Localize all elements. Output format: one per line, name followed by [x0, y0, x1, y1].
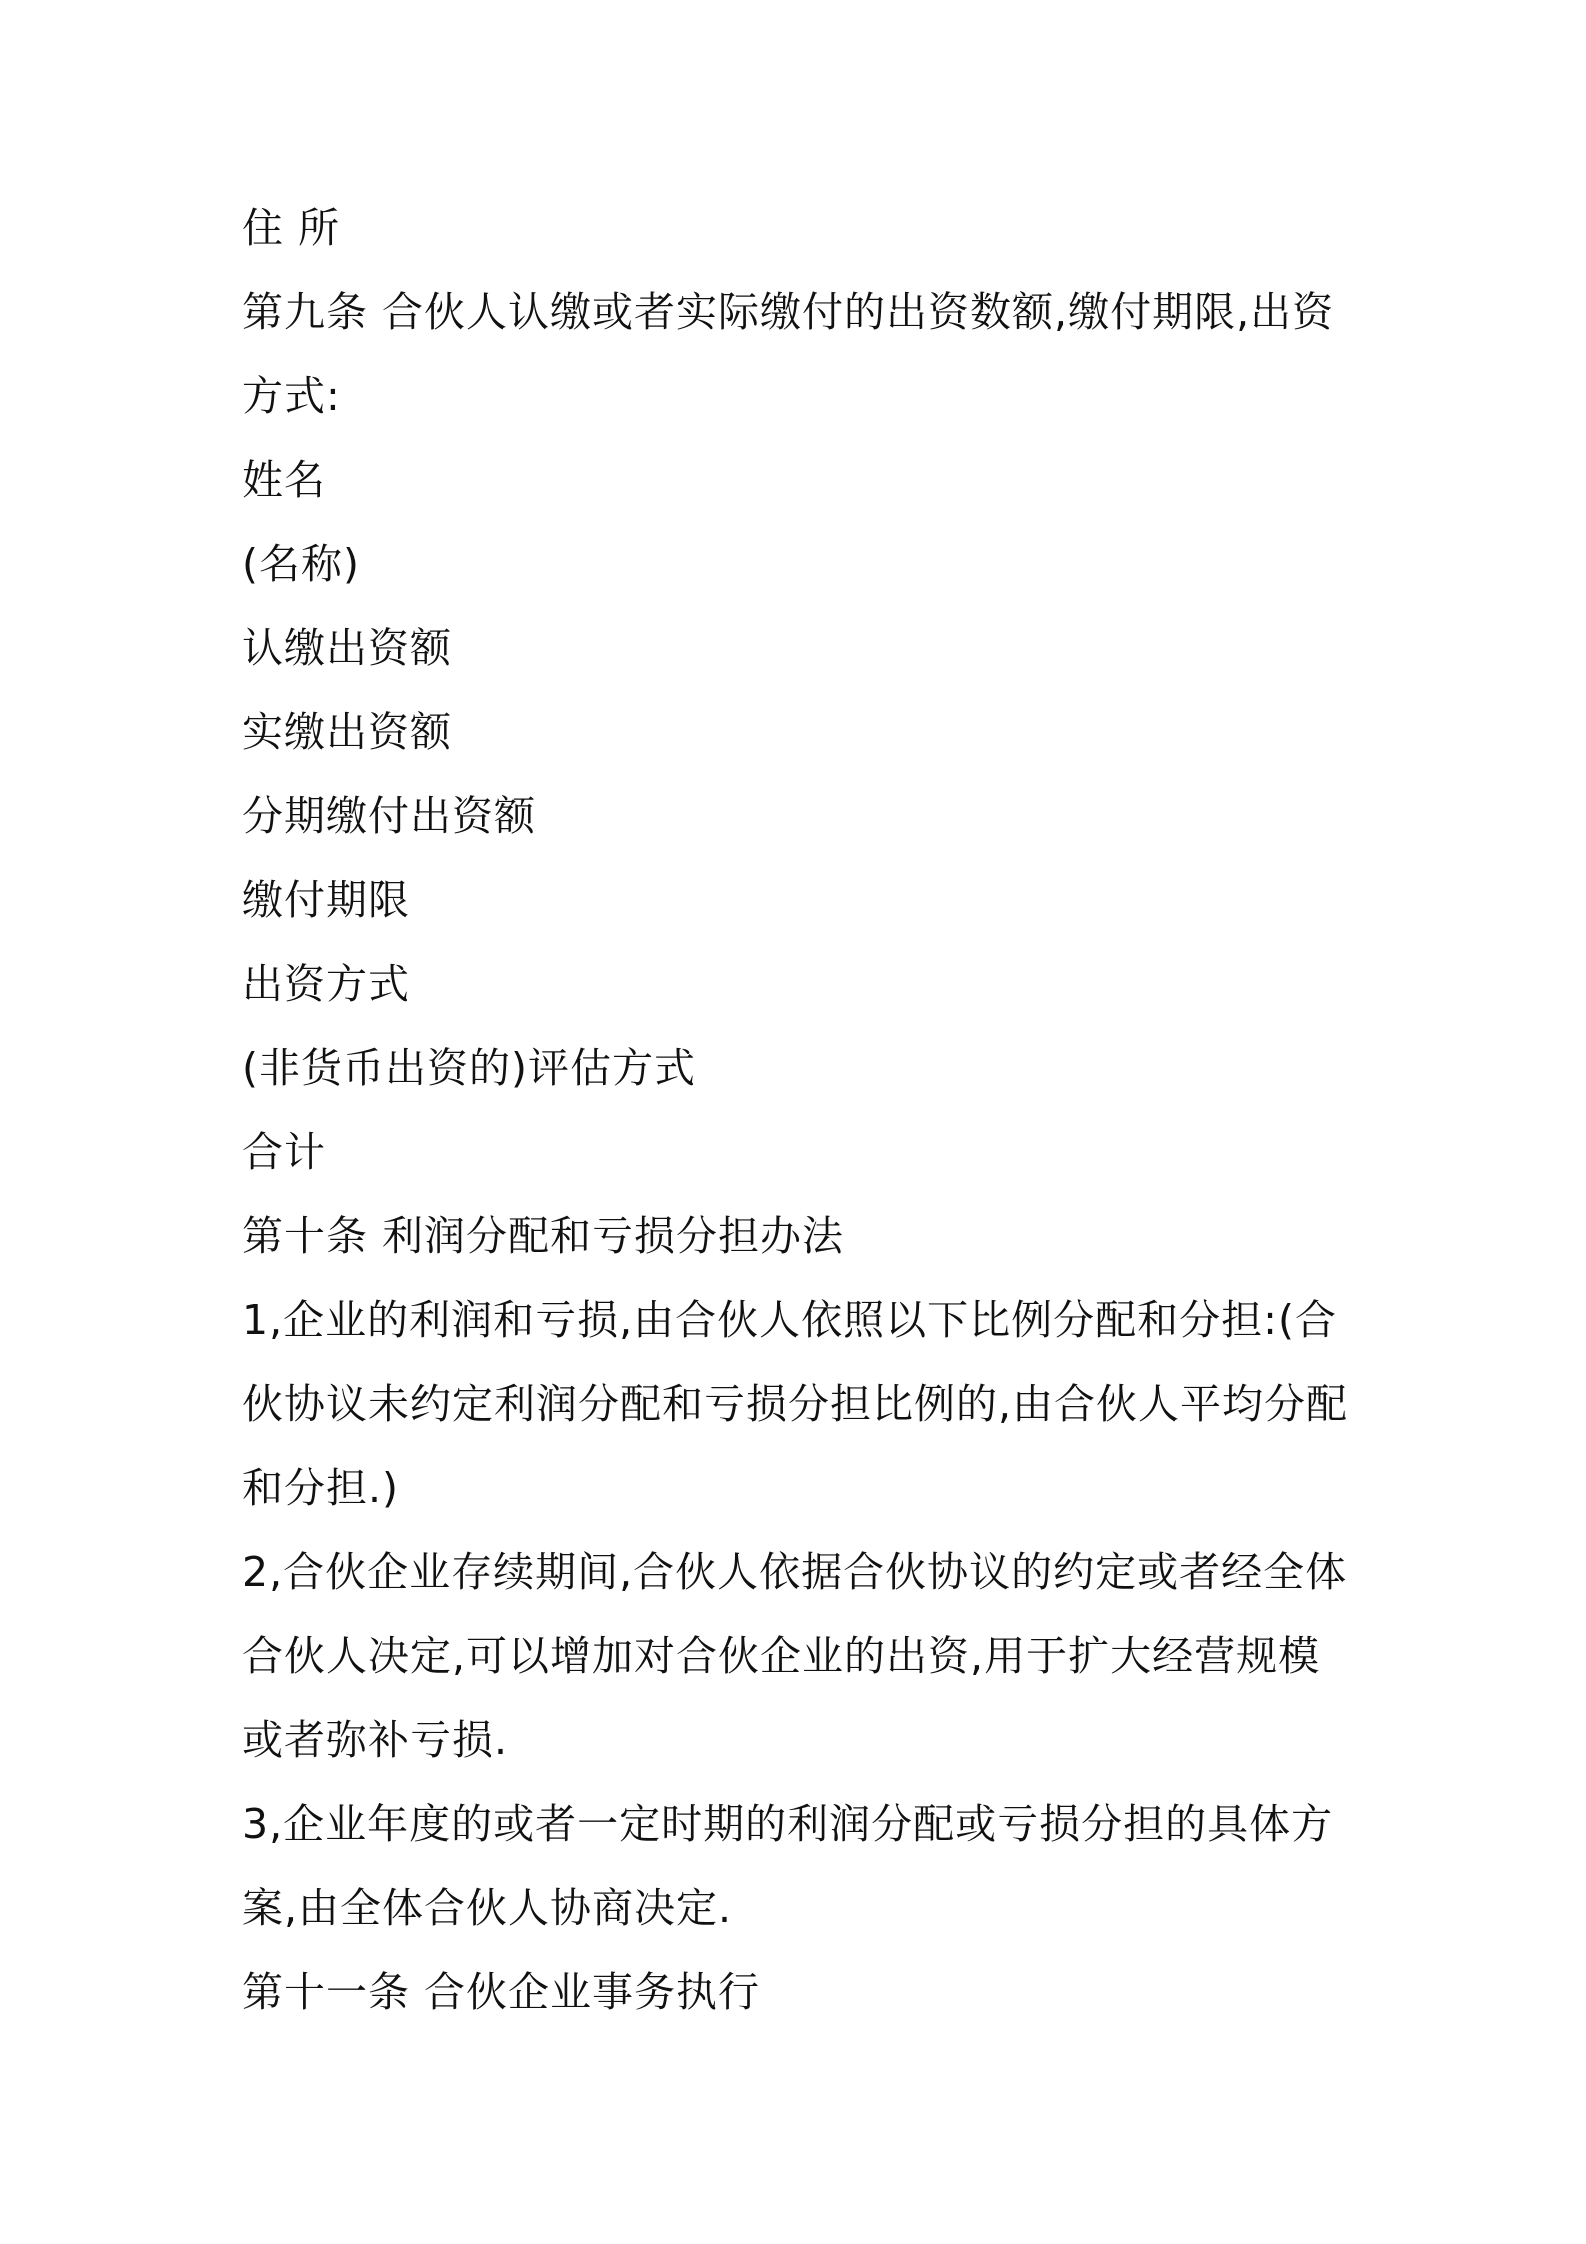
article-10-clause-3: 3,企业年度的或者一定时期的利润分配或亏损分担的具体方案,由全体合伙人协商决定. [242, 1800, 1334, 1932]
document-body [242, 186, 1362, 2034]
article-11-heading: 第十一条 合伙企业事务执行 [242, 1968, 761, 2016]
payment-deadline-label: 缴付期限 [242, 876, 410, 924]
article-10-heading: 第十条 利润分配和亏损分担办法 [242, 1212, 845, 1260]
subscribed-capital-label: 认缴出资额 [242, 624, 452, 672]
field-title-label: (名称) [242, 540, 360, 588]
address-label: 住 所 [242, 204, 341, 252]
field-name-label: 姓名 [242, 456, 326, 504]
total-label: 合计 [242, 1128, 326, 1176]
contribution-method-label: 出资方式 [242, 960, 410, 1008]
installment-capital-label: 分期缴付出资额 [242, 792, 536, 840]
article-9-heading: 第九条 合伙人认缴或者实际缴付的出资数额,缴付期限,出资方式: [242, 288, 1335, 420]
valuation-method-label: (非货币出资的)评估方式 [242, 1044, 696, 1092]
paid-in-capital-label: 实缴出资额 [242, 708, 452, 756]
article-10-clause-2: 2,合伙企业存续期间,合伙人依据合伙协议的约定或者经全体合伙人决定,可以增加对合伙企业的出资,用于扩大经营规模或者弥补亏损. [242, 1548, 1348, 1764]
article-10-clause-1: 1,企业的利润和亏损,由合伙人依照以下比例分配和分担:(合伙协议未约定利润分配和亏损分担比例的,由合伙人平均分配和分担.) [242, 1296, 1349, 1512]
